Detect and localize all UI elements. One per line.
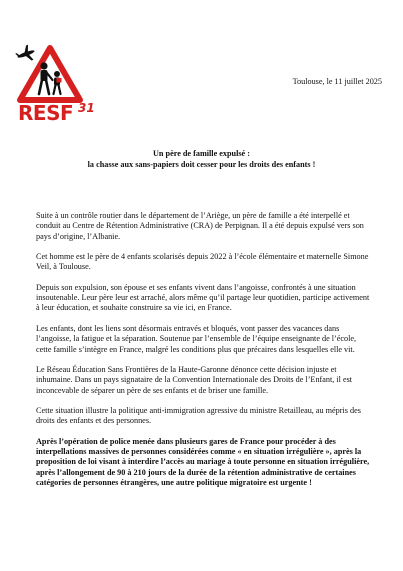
paragraph: Cette situation illustre la politique anti-immigration agressive du ministre Retailleau, au mépris des droits des enfants et des personnes. <box>36 406 361 426</box>
press-release-title <box>40 148 363 170</box>
paragraph: Cet homme est le père de 4 enfants scolarisés depuis 2022 à l’école élémentaire et maternelle Simone Veil, à Toulouse. <box>36 252 369 272</box>
airplane-icon <box>14 43 37 65</box>
resf-logo <box>14 42 104 124</box>
title-line-1: Un père de famille expulsé : <box>153 149 250 158</box>
closing-paragraph: Après l’opération de police menée dans plusieurs gares de France pour procéder à des interpellations massives de personnes considérées comme « en situation irrégulière », après la proposition de loi visant à interdire l’accès au mariage à toute personne en situation irrégulière, après l’allongement de 90 à 210 jours de la durée de la rétention administrative de certaines catégories de personnes étrangères, une autre politique migratoire est urgente ! <box>36 436 370 488</box>
svg-text:RESF: RESF <box>18 101 74 124</box>
svg-text:31: 31 <box>78 101 95 115</box>
letter-date: Toulouse, le 11 juillet 2025 <box>292 77 382 86</box>
paragraph: Les enfants, dont les liens sont désormais entravés et bloqués, vont passer des vacances dans l’angoisse, la fatigue et la séparation. Soutenue par l’ensemble de l’équipe enseignante de l’école, cette famille s’intègre en France, malgré les conditions plus que précaires dans lesquelles elle vit. <box>36 323 357 354</box>
paragraph: Suite à un contrôle routier dans le département de l’Ariège, un père de famille a été interpellé et conduit au Centre de Rétention Administrative (CRA) de Perpignan. Il a été depuis expulsé vers son pays d’origine, l’Albanie. <box>36 211 364 241</box>
letter-body <box>36 211 372 499</box>
paragraph: Le Réseau Éducation Sans Frontières de la Haute-Garonne dénonce cette décision injuste et inhumaine. Dans un pays signataire de la Convention Internationale des Droits de l’Enfant, il est inconcevable de séparer un père de ses enfants et de briser une famille. <box>36 365 353 395</box>
paragraph: Depuis son expulsion, son épouse et ses enfants vivent dans l’angoisse, confrontés à une situation insoutenable. Leur père leur est arraché, alors même qu’il partage leur quotidien, participe activement à leur éducation, et souhaite construire sa vie ici, en France. <box>36 282 370 313</box>
title-line-2: la chasse aux sans-papiers doit cesser pour les droits des enfants ! <box>87 160 316 169</box>
